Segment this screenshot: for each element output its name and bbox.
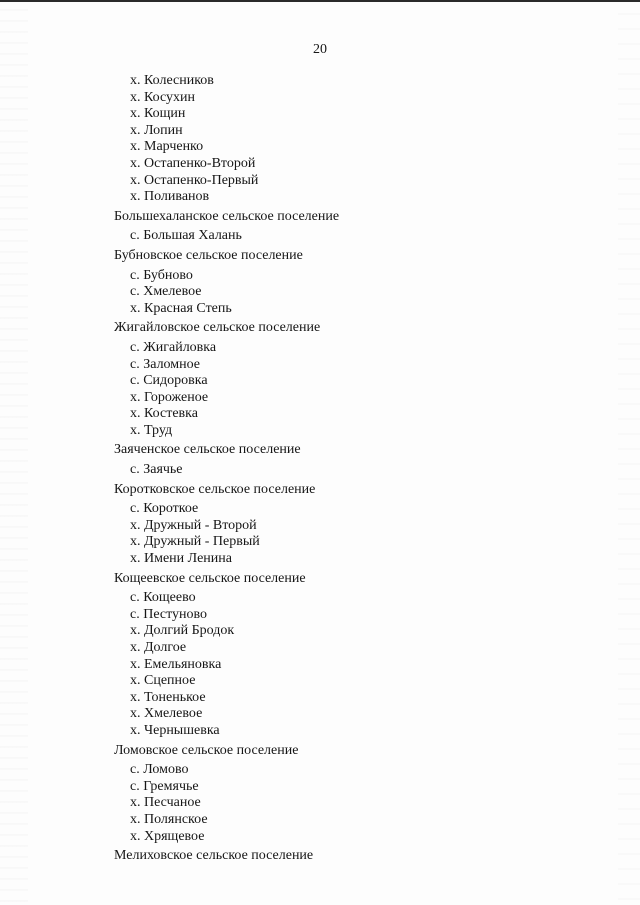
settlement-item: х. Емельяновка xyxy=(130,656,222,672)
settlement-item: х. Марченко xyxy=(130,139,204,155)
district-heading: Ломовское сельское поселение xyxy=(114,742,299,758)
district-heading: Бубновское сельское поселение xyxy=(114,247,303,263)
settlement-item: х. Кощин xyxy=(130,106,186,122)
settlement-item: х. Тоненькое xyxy=(130,689,206,705)
settlement-item: х. Долгий Бродок xyxy=(130,623,235,639)
settlement-item: с. Ломово xyxy=(130,762,189,778)
settlement-item: с. Жигайловка xyxy=(130,339,217,355)
district-heading: Мелиховское сельское поселение xyxy=(114,848,314,864)
district-heading: Кощеевское сельское поселение xyxy=(114,570,306,586)
settlement-item: с. Заячье xyxy=(130,462,183,478)
settlement-item: с. Бубново xyxy=(130,267,193,283)
settlement-item: х. Колесников xyxy=(130,73,214,88)
settlement-item: х. Остапенко-Первый xyxy=(130,172,259,188)
settlement-item: с. Пестуново xyxy=(130,606,208,622)
settlement-item: х. Красная Степь xyxy=(130,300,232,316)
settlement-item: х. Поливанов xyxy=(130,189,210,205)
settlement-item: х. Долгое xyxy=(130,640,187,655)
settlement-item: х. Чернышевка xyxy=(130,722,220,738)
settlement-item: х. Труд xyxy=(130,422,173,438)
settlement-item: с. Хмелевое xyxy=(130,284,202,300)
settlement-item: х. Косухин xyxy=(130,89,196,105)
settlement-item: с. Кощеево xyxy=(130,590,196,606)
settlement-item: х. Гороженое xyxy=(130,389,209,405)
settlement-item: с. Гремячье xyxy=(130,778,199,794)
settlement-item: х. Хрящевое xyxy=(130,828,205,844)
settlement-item: х. Песчаное xyxy=(130,795,201,811)
district-heading: Большехаланское сельское поселение xyxy=(114,208,340,224)
district-heading: Коротковское сельское поселение xyxy=(114,481,316,497)
settlement-list xyxy=(0,73,640,868)
settlement-item: х. Имени Ленина xyxy=(130,551,232,567)
district-heading: Заяченское сельское поселение xyxy=(114,442,301,458)
settlement-item: х. Хмелевое xyxy=(130,706,203,722)
settlement-item: х. Полянское xyxy=(130,811,208,827)
district-heading: Жигайловское сельское поселение xyxy=(114,320,321,336)
settlement-item: х. Дружный - Первый xyxy=(130,534,260,550)
settlement-item: с. Заломное xyxy=(130,356,201,372)
settlement-item: х. Дружный - Второй xyxy=(130,517,257,533)
settlement-item: х. Сцепное xyxy=(130,673,196,689)
scan-top-border xyxy=(0,0,640,2)
settlement-item: х. Остапенко-Второй xyxy=(130,155,256,171)
settlement-item: с. Короткое xyxy=(130,501,199,517)
settlement-item: с. Сидоровка xyxy=(130,373,208,389)
page-number: 20 xyxy=(313,42,327,57)
settlement-item: с. Большая Халань xyxy=(130,228,242,244)
settlement-item: х. Лопин xyxy=(130,122,183,138)
settlement-item: х. Костевка xyxy=(130,406,198,422)
